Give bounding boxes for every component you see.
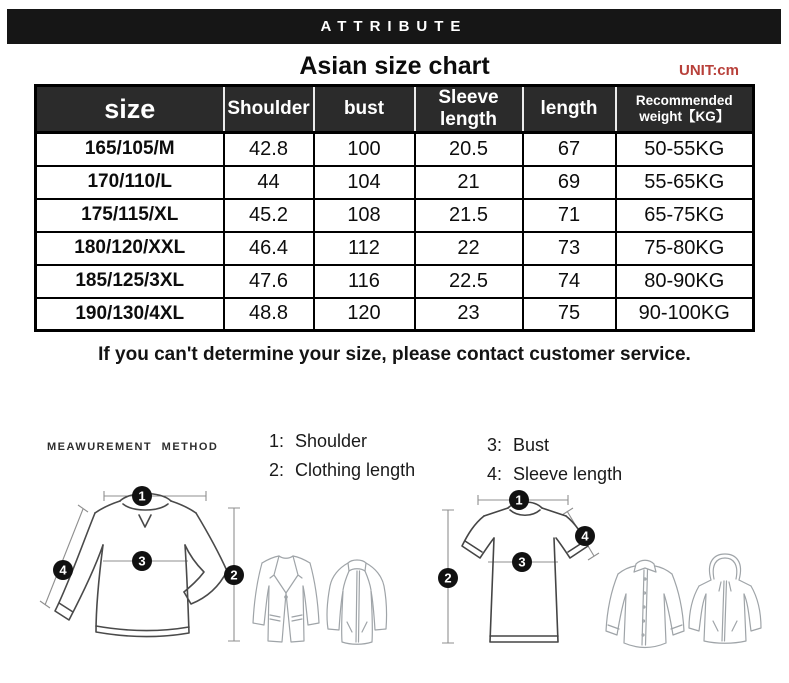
zip-jacket-drawing bbox=[321, 556, 393, 655]
legend-num: 3: bbox=[487, 435, 503, 455]
cell-sleeve: 21 bbox=[415, 166, 523, 199]
cell-sleeve: 23 bbox=[415, 298, 523, 331]
header-length: length bbox=[523, 86, 616, 133]
header-sleeve: Sleeve length bbox=[415, 86, 523, 133]
cell-length: 73 bbox=[523, 232, 616, 265]
legend-label: Bust bbox=[513, 435, 550, 455]
svg-text:3: 3 bbox=[138, 553, 146, 569]
blazer-drawing bbox=[247, 551, 325, 653]
tshirt-drawing bbox=[432, 484, 612, 654]
legend-item-shoulder bbox=[269, 427, 415, 456]
legend-num: 1: bbox=[269, 431, 285, 451]
table-row bbox=[36, 298, 754, 331]
legend-item-clothing-length bbox=[269, 456, 415, 485]
cell-size: 180/120/XXL bbox=[36, 232, 224, 265]
cell-bust: 108 bbox=[314, 199, 415, 232]
sweatshirt-measure-diagram bbox=[38, 484, 250, 654]
measurement-legend-right bbox=[487, 431, 622, 489]
svg-text:3: 3 bbox=[518, 554, 526, 570]
cell-weight: 65-75KG bbox=[616, 199, 754, 232]
cell-shoulder: 46.4 bbox=[224, 232, 314, 265]
unit-label: UNIT:cm bbox=[678, 62, 739, 79]
cell-size: 190/130/4XL bbox=[36, 298, 224, 331]
size-table bbox=[34, 84, 755, 332]
table-row bbox=[36, 265, 754, 298]
cell-shoulder: 47.6 bbox=[224, 265, 314, 298]
cell-length: 75 bbox=[523, 298, 616, 331]
measurement-legend-left bbox=[269, 427, 415, 485]
cell-sleeve: 22.5 bbox=[415, 265, 523, 298]
header-shoulder: Shoulder bbox=[224, 86, 314, 133]
measure-markers bbox=[438, 490, 595, 588]
cell-bust: 100 bbox=[314, 133, 415, 166]
service-notice: If you can't determine your size, please contact customer service. bbox=[98, 344, 691, 365]
measure-markers bbox=[53, 486, 244, 585]
cell-sleeve: 22 bbox=[415, 232, 523, 265]
header-bust: bust bbox=[314, 86, 415, 133]
cell-weight: 75-80KG bbox=[616, 232, 754, 265]
cell-length: 69 bbox=[523, 166, 616, 199]
cell-shoulder: 45.2 bbox=[224, 199, 314, 232]
measurement-method-label: MEAWUREMENT METHOD bbox=[47, 441, 219, 453]
cell-bust: 116 bbox=[314, 265, 415, 298]
cell-bust: 120 bbox=[314, 298, 415, 331]
button-shirt-drawing bbox=[603, 557, 687, 659]
cell-weight: 90-100KG bbox=[616, 298, 754, 331]
legend-label: Shoulder bbox=[295, 431, 368, 451]
cell-bust: 112 bbox=[314, 232, 415, 265]
cell-size: 175/115/XL bbox=[36, 199, 224, 232]
cell-weight: 50-55KG bbox=[616, 133, 754, 166]
cell-sleeve: 21.5 bbox=[415, 199, 523, 232]
header-weight: Recommended weight【KG】 bbox=[616, 86, 754, 133]
cell-shoulder: 42.8 bbox=[224, 133, 314, 166]
cell-bust: 104 bbox=[314, 166, 415, 199]
legend-label: Sleeve length bbox=[513, 464, 623, 484]
table-row bbox=[36, 232, 754, 265]
cell-length: 74 bbox=[523, 265, 616, 298]
svg-text:4: 4 bbox=[59, 562, 67, 578]
cell-size: 170/110/L bbox=[36, 166, 224, 199]
sweatshirt-drawing bbox=[38, 484, 250, 654]
cell-shoulder: 44 bbox=[224, 166, 314, 199]
cell-size: 185/125/3XL bbox=[36, 265, 224, 298]
cell-shoulder: 48.8 bbox=[224, 298, 314, 331]
legend-label: Clothing length bbox=[295, 460, 416, 480]
table-row bbox=[36, 199, 754, 232]
legend-num: 2: bbox=[269, 460, 285, 480]
cell-size: 165/105/M bbox=[36, 133, 224, 166]
svg-text:1: 1 bbox=[515, 492, 523, 508]
table-header-row bbox=[36, 86, 754, 133]
cell-length: 71 bbox=[523, 199, 616, 232]
cell-length: 67 bbox=[523, 133, 616, 166]
svg-text:2: 2 bbox=[230, 567, 238, 583]
svg-text:2: 2 bbox=[444, 570, 452, 586]
cell-weight: 80-90KG bbox=[616, 265, 754, 298]
page-title: Asian size chart bbox=[299, 52, 490, 80]
header-size: size bbox=[36, 86, 224, 133]
legend-num: 4: bbox=[487, 464, 503, 484]
cell-weight: 55-65KG bbox=[616, 166, 754, 199]
hoodie-drawing bbox=[686, 551, 764, 653]
cell-sleeve: 20.5 bbox=[415, 133, 523, 166]
table-row bbox=[36, 166, 754, 199]
attribute-header-bar: ATTRIBUTE bbox=[7, 9, 781, 44]
table-row bbox=[36, 133, 754, 166]
svg-text:1: 1 bbox=[138, 488, 146, 504]
legend-item-bust bbox=[487, 431, 622, 460]
tshirt-measure-diagram bbox=[432, 484, 612, 654]
svg-text:4: 4 bbox=[581, 528, 589, 544]
